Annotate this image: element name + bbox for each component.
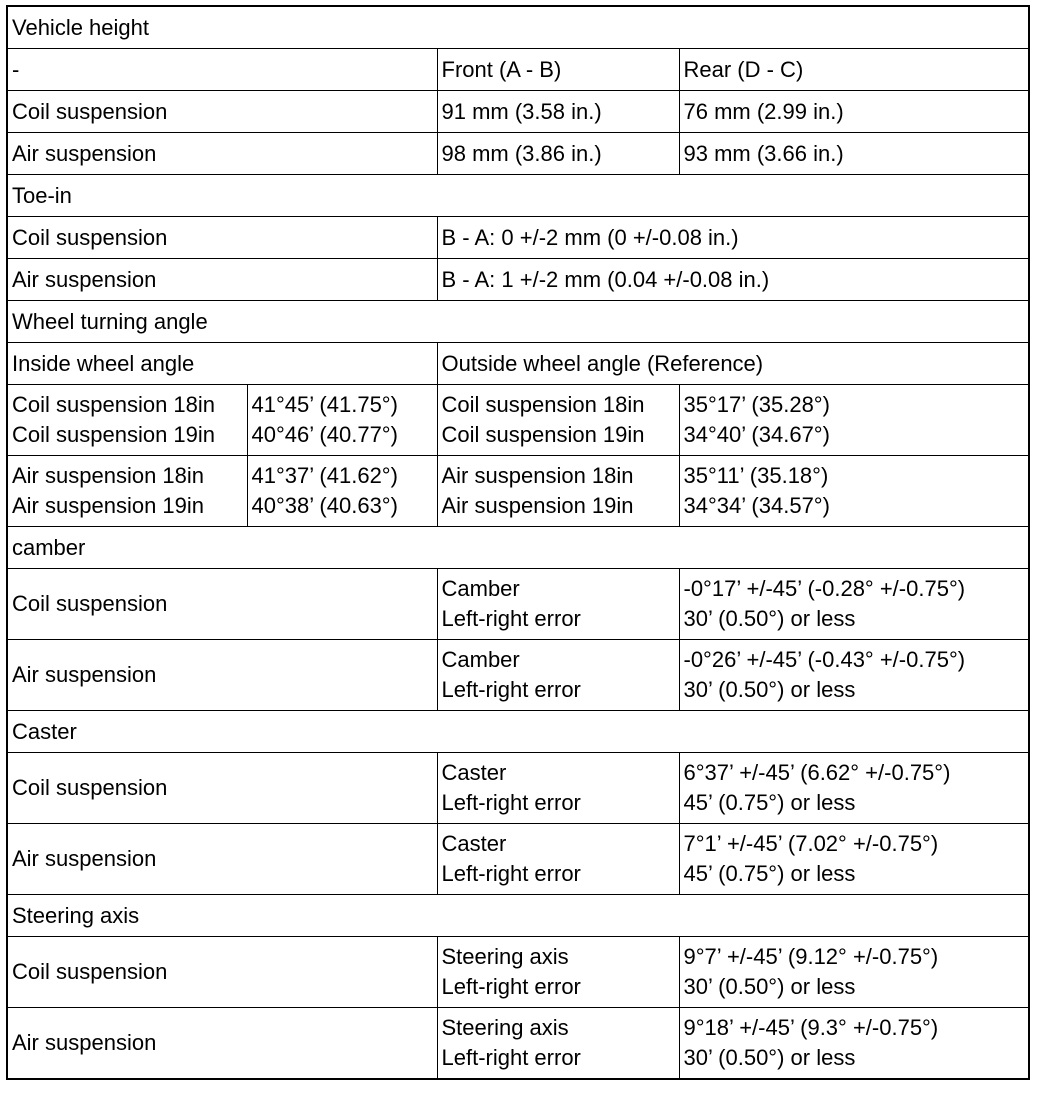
section-header-row (7, 301, 1029, 343)
line: 45’ (0.75°) or less (683, 861, 856, 886)
line: Camber (441, 576, 520, 601)
table-cell: 76 mm (2.99 in.) (679, 91, 1029, 133)
line: Air suspension 18in (441, 463, 634, 488)
table-cell (437, 569, 679, 640)
line: -0°26’ +/-45’ (-0.43° +/-0.75°) (683, 647, 966, 672)
section-title: Vehicle height (7, 6, 1029, 49)
row-label (7, 385, 247, 456)
table-row (7, 753, 1029, 824)
row-label: Coil suspension (7, 937, 437, 1008)
table-cell: 93 mm (3.66 in.) (679, 133, 1029, 175)
table-row (7, 569, 1029, 640)
line: Left-right error (441, 790, 581, 815)
table-cell (679, 456, 1029, 527)
section-title: Wheel turning angle (7, 301, 1029, 343)
line: Coil suspension 19in (441, 422, 645, 447)
table-cell: 98 mm (3.86 in.) (437, 133, 679, 175)
table-cell (679, 1008, 1029, 1080)
alignment-spec-table (6, 5, 1030, 1080)
table-cell (437, 640, 679, 711)
row-label: Air suspension (7, 259, 437, 301)
line: Coil suspension 19in (12, 422, 216, 447)
column-header: Front (A - B) (437, 49, 679, 91)
table-cell (679, 385, 1029, 456)
table-row (7, 824, 1029, 895)
section-title: Steering axis (7, 895, 1029, 937)
line: 41°37’ (41.62°) (251, 463, 398, 488)
line: 40°38’ (40.63°) (251, 493, 398, 518)
line: Steering axis (441, 944, 569, 969)
section-header-row (7, 6, 1029, 49)
line: Air suspension 19in (441, 493, 634, 518)
line: 30’ (0.50°) or less (683, 677, 856, 702)
column-header-row (7, 343, 1029, 385)
line: Steering axis (441, 1015, 569, 1040)
row-label: Coil suspension (7, 753, 437, 824)
table-row (7, 640, 1029, 711)
column-header: Inside wheel angle (7, 343, 437, 385)
line: 6°37’ +/-45’ (6.62° +/-0.75°) (683, 760, 951, 785)
table-cell (679, 824, 1029, 895)
row-label: Coil suspension (7, 569, 437, 640)
table-cell: 91 mm (3.58 in.) (437, 91, 679, 133)
table-row (7, 259, 1029, 301)
row-label: Air suspension (7, 640, 437, 711)
section-title: Toe-in (7, 175, 1029, 217)
table-cell (679, 753, 1029, 824)
section-header-row (7, 527, 1029, 569)
line: Air suspension 18in (12, 463, 205, 488)
row-label: Coil suspension (7, 217, 437, 259)
line: 45’ (0.75°) or less (683, 790, 856, 815)
line: 7°1’ +/-45’ (7.02° +/-0.75°) (683, 831, 939, 856)
column-header: - (7, 49, 437, 91)
row-label: Air suspension (7, 133, 437, 175)
table-row (7, 1008, 1029, 1080)
line: 34°34’ (34.57°) (683, 493, 830, 518)
line: Camber (441, 647, 520, 672)
line: 9°7’ +/-45’ (9.12° +/-0.75°) (683, 944, 939, 969)
table-cell (437, 456, 679, 527)
line: Left-right error (441, 861, 581, 886)
line: 35°17’ (35.28°) (683, 392, 830, 417)
line: 9°18’ +/-45’ (9.3° +/-0.75°) (683, 1015, 939, 1040)
table-row (7, 133, 1029, 175)
table-cell: B - A: 1 +/-2 mm (0.04 +/-0.08 in.) (437, 259, 1029, 301)
table-row (7, 937, 1029, 1008)
column-header: Rear (D - C) (679, 49, 1029, 91)
table-cell (679, 937, 1029, 1008)
table-row (7, 385, 1029, 456)
table-cell (437, 385, 679, 456)
section-title: Caster (7, 711, 1029, 753)
row-label (7, 456, 247, 527)
line: Left-right error (441, 606, 581, 631)
line: 34°40’ (34.67°) (683, 422, 830, 447)
column-header: Outside wheel angle (Reference) (437, 343, 1029, 385)
line: Left-right error (441, 974, 581, 999)
table-cell (437, 753, 679, 824)
row-label: Coil suspension (7, 91, 437, 133)
line: Coil suspension 18in (441, 392, 645, 417)
line: 30’ (0.50°) or less (683, 1045, 856, 1070)
section-header-row (7, 175, 1029, 217)
line: Coil suspension 18in (12, 392, 216, 417)
table-cell (437, 937, 679, 1008)
line: Caster (441, 760, 507, 785)
section-title: camber (7, 527, 1029, 569)
table-cell (247, 385, 437, 456)
column-header-row (7, 49, 1029, 91)
row-label: Air suspension (7, 1008, 437, 1080)
section-header-row (7, 895, 1029, 937)
table-cell (679, 640, 1029, 711)
line: Caster (441, 831, 507, 856)
line: 41°45’ (41.75°) (251, 392, 398, 417)
table-cell (437, 1008, 679, 1080)
table-cell (247, 456, 437, 527)
row-label: Air suspension (7, 824, 437, 895)
table-row (7, 91, 1029, 133)
line: Left-right error (441, 677, 581, 702)
table-cell (437, 824, 679, 895)
table-row (7, 456, 1029, 527)
line: 30’ (0.50°) or less (683, 974, 856, 999)
line: Left-right error (441, 1045, 581, 1070)
section-header-row (7, 711, 1029, 753)
line: 30’ (0.50°) or less (683, 606, 856, 631)
table-row (7, 217, 1029, 259)
line: -0°17’ +/-45’ (-0.28° +/-0.75°) (683, 576, 966, 601)
table-cell: B - A: 0 +/-2 mm (0 +/-0.08 in.) (437, 217, 1029, 259)
line: 35°11’ (35.18°) (683, 463, 829, 488)
table-cell (679, 569, 1029, 640)
line: Air suspension 19in (12, 493, 205, 518)
line: 40°46’ (40.77°) (251, 422, 398, 447)
